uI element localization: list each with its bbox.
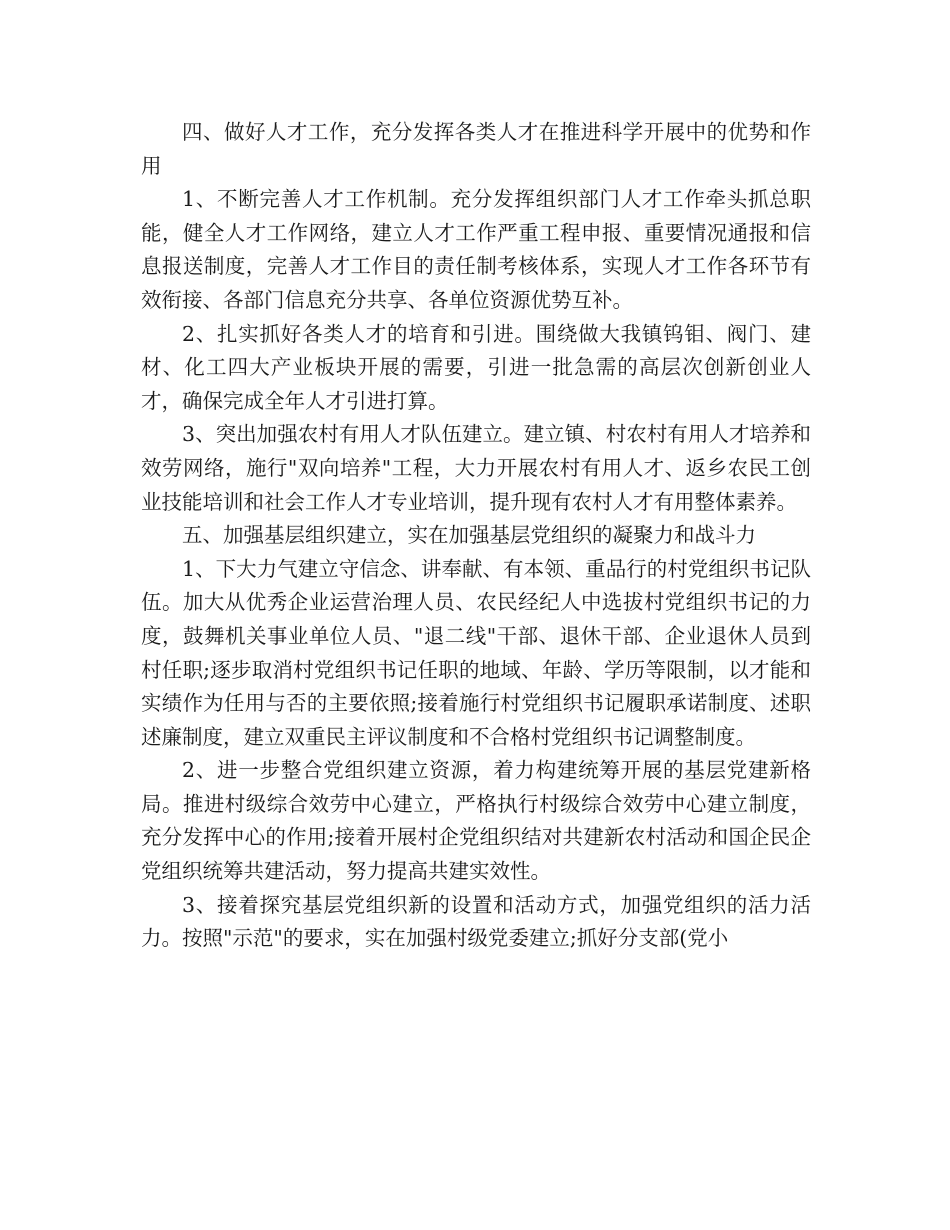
paragraph-party-resources: 2、进一步整合党组织建立资源，着力构建统筹开展的基层党建新格局。推进村级综合效劳中心建立，严格执行村级综合效劳中心建立制度，充分发挥中心的作用;接着开展村企党组织结对共建新农村活动和国企民企党组织统筹共建活动，努力提高共建实效性。	[141, 758, 811, 884]
paragraph-rural-talent: 3、突出加强农村有用人才队伍建立。建立镇、村农村有用人才培养和效劳网络，施行"双向培养"工程，大力开展农村有用人才、返乡农民工创业技能培训和社会工作人才专业培训，提升现有农村人才有用整体素养。	[141, 422, 811, 514]
section-heading-five: 五、加强基层组织建立，实在加强基层党组织的凝聚力和战斗力	[182, 523, 756, 548]
paragraph-talent-mechanism: 1、不断完善人才工作机制。充分发挥组织部门人才工作牵头抓总职能，健全人才工作网络，建立人才工作严重工程申报、重要情况通报和信息报送制度，完善人才工作目的责任制考核体系，实现人才工作各环节有效衔接、各部门信息充分共享、各单位资源优势互补。	[141, 187, 811, 312]
paragraph-party-secretary: 1、下大力气建立守信念、讲奉献、有本领、重品行的村党组织书记队伍。加大从优秀企业运营治理人员、农民经纪人中选拔村党组织书记的力度，鼓舞机关事业单位人员、"退二线"干部、退休干部、企业退休人员到村任职;逐步取消村党组织书记任职的地域、年龄、学历等限制，以才能和实绩作为任用与否的主要依照;接着施行村党组织书记履职承诺制度、述职述廉制度，建立双重民主评议制度和不合格村党组织书记调整制度。	[141, 556, 811, 749]
paragraph-party-exploration: 3、接着探究基层党组织新的设置和活动方式，加强党组织的活力活力。按照"示范"的要求，实在加强村级党委建立;抓好分支部(党小	[141, 892, 811, 951]
section-heading-four: 四、做好人才工作，充分发挥各类人才在推进科学开展中的优势和作用	[141, 120, 811, 178]
document-body	[141, 116, 811, 956]
paragraph-talent-cultivation: 2、扎实抓好各类人才的培育和引进。围绕做大我镇钨钼、阀门、建材、化工四大产业板块开展的需要，引进一批急需的高层次创新创业人才，确保完成全年人才引进打算。	[141, 321, 811, 413]
